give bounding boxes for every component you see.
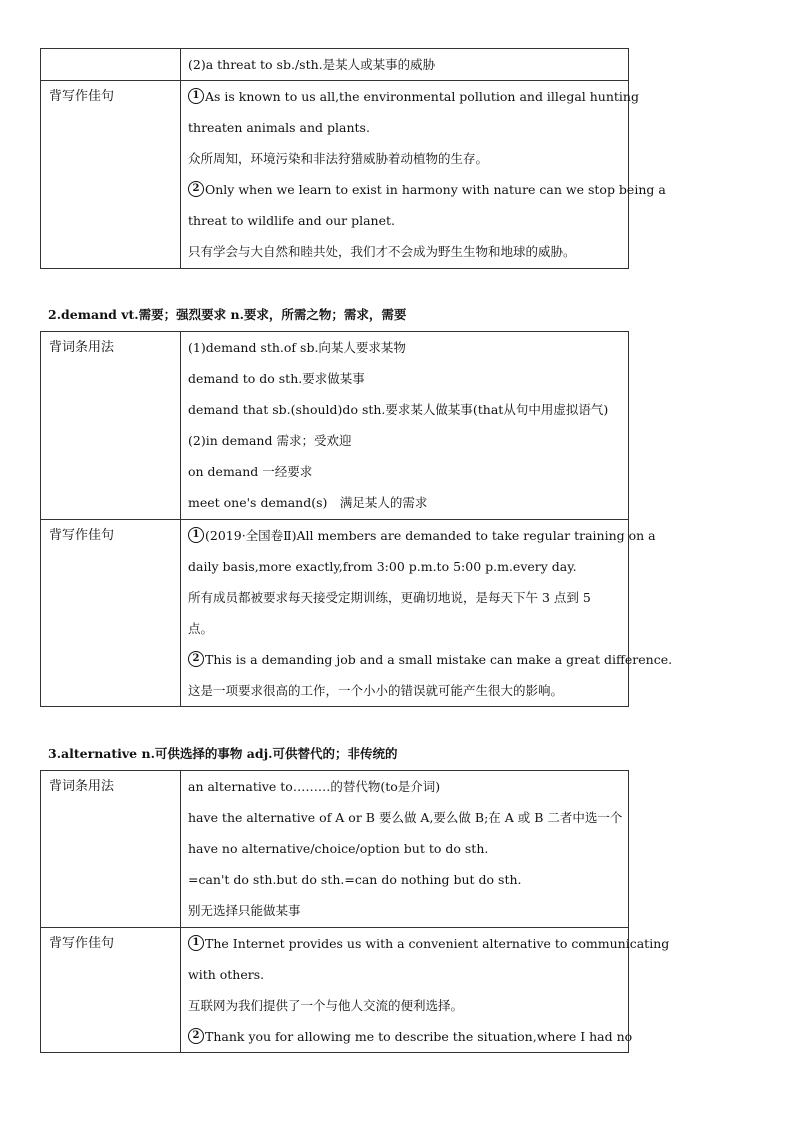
- usage-line: an alternative to………的替代物(to是介词): [188, 779, 441, 794]
- usage-line: demand that sb.(should)do sth.要求某人做某事(that从句中用虚拟语气): [188, 402, 609, 417]
- usage-cell: [181, 771, 629, 928]
- empty-label-cell: [41, 49, 181, 81]
- example-label: 背写作佳句: [41, 928, 181, 1053]
- example-label: 背写作佳句: [41, 520, 181, 707]
- example-sentence-en: daily basis,more exactly,from 3:00 p.m.to 5:00 p.m.every day.: [188, 559, 577, 574]
- usage-line: (2)a threat to sb./sth.是某人或某事的威胁: [188, 57, 436, 72]
- example-sentence-en: The Internet provides us with a convenient alternative to communicating: [205, 936, 670, 951]
- demand-table: [40, 331, 673, 707]
- usage-cell: [181, 332, 629, 520]
- usage-line: meet one's demand(s) 满足某人的需求: [188, 495, 428, 510]
- circled-number: 1: [188, 935, 204, 951]
- example-sentence-en: with others.: [188, 967, 265, 982]
- section-heading-demand: 2.demand vt.需要；强烈要求 n.要求，所需之物；需求，需要: [48, 307, 407, 322]
- usage-line: =can't do sth.but do sth.=can do nothing but do sth.: [188, 872, 522, 887]
- usage-cell: [181, 49, 629, 81]
- example-label: 背写作佳句: [41, 81, 181, 269]
- example-sentence-en: threat to wildlife and our planet.: [188, 213, 396, 228]
- example-translation-zh: 只有学会与大自然和睦共处，我们才不会成为野生生物和地球的威胁。: [188, 244, 576, 259]
- usage-label: 背词条用法: [41, 771, 181, 928]
- circled-number: 2: [188, 651, 204, 667]
- example-translation-zh: 互联网为我们提供了一个与他人交流的便利选择。: [188, 998, 464, 1013]
- examples-cell: [181, 928, 670, 1053]
- examples-cell: [181, 520, 673, 707]
- example-sentence-en: As is known to us all,the environmental pollution and illegal hunting: [205, 89, 639, 104]
- section-heading-alternative: 3.alternative n.可供选择的事物 adj.可供替代的；非传统的: [48, 746, 398, 761]
- examples-cell: [181, 81, 666, 269]
- example-translation-zh: 众所周知，环境污染和非法狩猎威胁着动植物的生存。: [188, 151, 489, 166]
- example-translation-zh: 点。: [188, 621, 214, 636]
- circled-number: 2: [188, 1028, 204, 1044]
- usage-label: 背词条用法: [41, 332, 181, 520]
- circled-number: 1: [188, 527, 204, 543]
- example-sentence-en: Only when we learn to exist in harmony with nature can we stop being a: [205, 182, 666, 197]
- usage-line: (1)demand sth.of sb.向某人要求某物: [188, 340, 406, 355]
- example-translation-zh: 所有成员都被要求每天接受定期训练，更确切地说，是每天下午 3 点到 5: [188, 590, 591, 605]
- example-sentence-en: Thank you for allowing me to describe the situation,where I had no: [205, 1029, 633, 1044]
- example-sentence-en: (2019·全国卷Ⅱ)All members are demanded to take regular training on a: [205, 528, 656, 543]
- example-sentence-en: threaten animals and plants.: [188, 120, 370, 135]
- circled-number: 1: [188, 88, 204, 104]
- example-sentence-en: This is a demanding job and a small mistake can make a great difference.: [205, 652, 673, 667]
- usage-line: have the alternative of A or B 要么做 A,要么做 B;在 A 或 B 二者中选一个: [188, 810, 623, 825]
- circled-number: 2: [188, 181, 204, 197]
- usage-line: demand to do sth.要求做某事: [188, 371, 365, 386]
- threat-table: [40, 48, 666, 269]
- usage-line: 别无选择只能做某事: [188, 903, 301, 918]
- usage-line: on demand 一经要求: [188, 464, 313, 479]
- usage-line: have no alternative/choice/option but to do sth.: [188, 841, 489, 856]
- usage-line: (2)in demand 需求；受欢迎: [188, 433, 352, 448]
- example-translation-zh: 这是一项要求很高的工作，一个小小的错误就可能产生很大的影响。: [188, 683, 564, 698]
- alternative-table: [40, 770, 670, 1053]
